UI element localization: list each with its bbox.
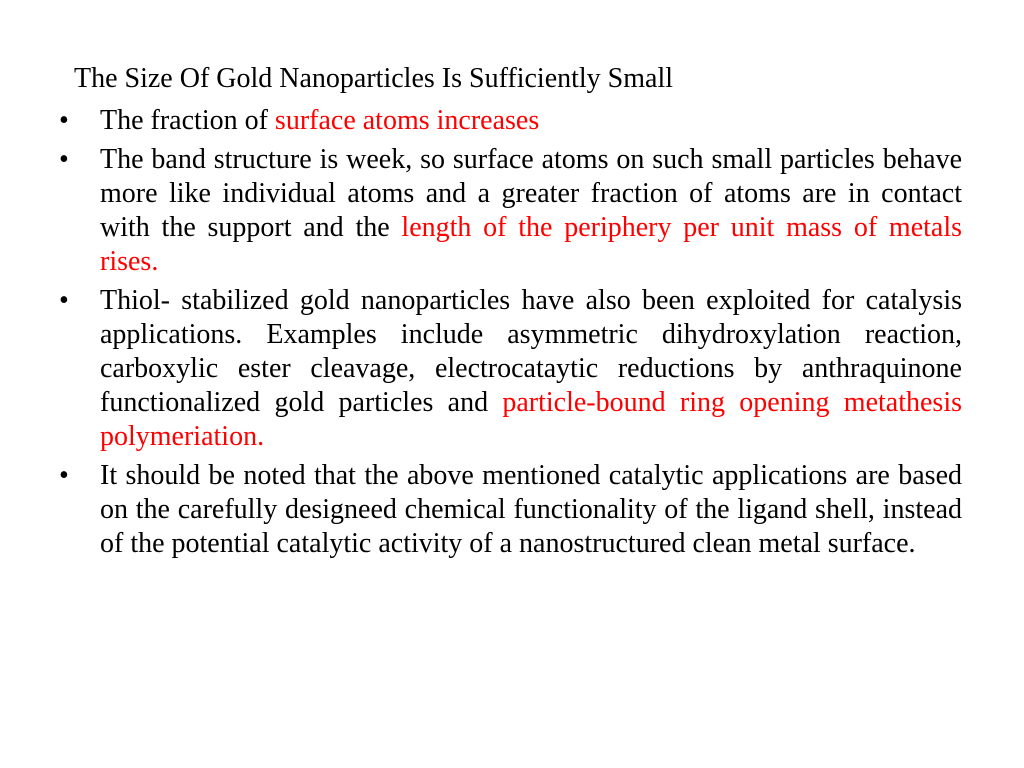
- bullet-list: [56, 104, 962, 566]
- bullet-item-catalytic-applications: [56, 459, 962, 561]
- bullet-text: Thiol- stabilized gold nanoparticles have also been exploited for catalysis applications. Examples include asymmetric dihydroxylation reaction, carboxylic ester cleavage, electrocataytic reductions by anthraquinone functionalized gold particles and: [100, 285, 962, 418]
- bullet-item-band-structure: [56, 143, 962, 279]
- bullet-highlight: particle-bound ring opening metathesis polymeriation.: [100, 387, 962, 452]
- bullet-highlight: surface atoms increases: [274, 105, 540, 136]
- slide-heading: The Size Of Gold Nanoparticles Is Sufficiently Small: [74, 63, 674, 94]
- bullet-text: It should be noted that the above mentioned catalytic applications are based on the carefully designeed chemical functionality of the ligand shell, instead of the potential catalytic activity of a nanostructured clean metal surface.: [100, 460, 962, 559]
- bullet-text: The fraction of: [100, 105, 275, 136]
- bullet-icon: •: [59, 285, 69, 316]
- bullet-icon: •: [59, 105, 69, 136]
- bullet-item-thiol-stabilized: [56, 284, 962, 454]
- bullet-text: The band structure is week, so surface atoms on such small particles behave more like individual atoms and a greater fraction of atoms are in contact with the support and the: [100, 144, 962, 243]
- bullet-highlight: length of the periphery per unit mass of metals rises.: [100, 212, 963, 277]
- bullet-icon: •: [59, 144, 69, 175]
- bullet-icon: •: [59, 460, 69, 491]
- bullet-item-surface-atoms: [56, 104, 962, 138]
